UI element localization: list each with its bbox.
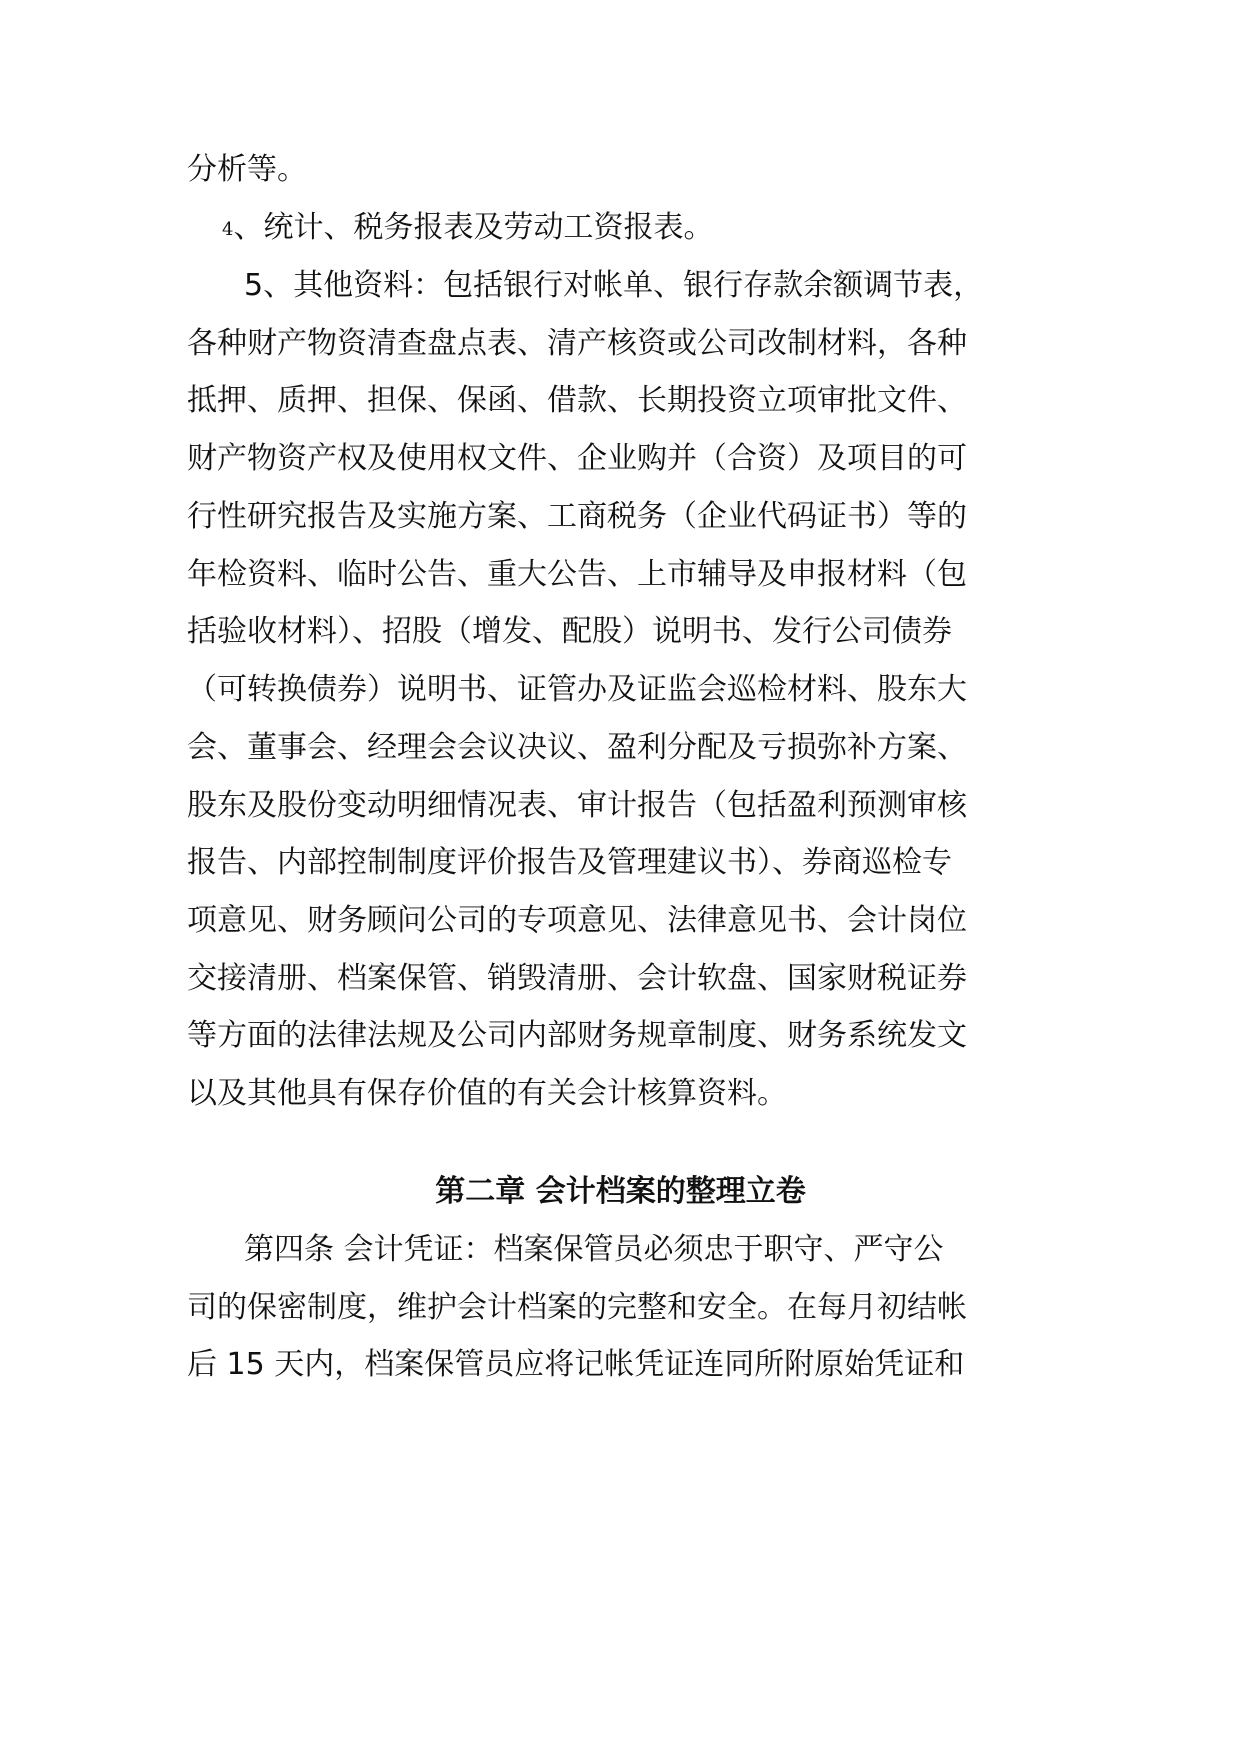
paragraph-line: 年检资料、临时公告、重大公告、上市辅导及申报材料（包 bbox=[187, 557, 967, 592]
paragraph-line: 股东及股份变动明细情况表、审计报告（包括盈利预测审核 bbox=[187, 788, 967, 823]
list-item-text: 、统计、税务报表及劳动工资报表。 bbox=[233, 210, 714, 245]
list-item-number: 4 bbox=[222, 219, 234, 240]
paragraph-line: 交接清册、档案保管、销毁清册、会计软盘、国家财税证券 bbox=[187, 961, 967, 996]
paragraph-line: 抵押、质押、担保、保函、借款、长期投资立项审批文件、 bbox=[187, 383, 967, 418]
paragraph-line: 司的保密制度，维护会计档案的完整和安全。在每月初结帐 bbox=[187, 1290, 967, 1325]
article-4-line: 第四条 会计凭证：档案保管员必须忠于职守、严守公 bbox=[244, 1232, 944, 1267]
list-item-4 bbox=[222, 208, 713, 248]
paragraph-line: 项意见、财务顾问公司的专项意见、法律意见书、会计岗位 bbox=[187, 903, 967, 938]
paragraph-line: 报告、内部控制制度评价报告及管理建议书）、券商巡检专 bbox=[187, 845, 952, 880]
paragraph-line: 会、董事会、经理会会议决议、盈利分配及亏损弥补方案、 bbox=[187, 730, 967, 765]
paragraph-line: 财产物资产权及使用权文件、企业购并（合资）及项目的可 bbox=[187, 441, 967, 476]
paragraph-line: 分析等。 bbox=[187, 152, 307, 187]
paragraph-line: 等方面的法律法规及公司内部财务规章制度、财务系统发文 bbox=[187, 1018, 967, 1053]
paragraph-line: 括验收材料）、招股（增发、配股）说明书、发行公司债券 bbox=[187, 614, 952, 649]
list-item-5-line: 5、其他资料：包括银行对帐单、银行存款余额调节表， bbox=[244, 268, 984, 303]
paragraph-line: 各种财产物资清查盘点表、清产核资或公司改制材料，各种 bbox=[187, 326, 967, 361]
chapter-heading: 第二章 会计档案的整理立卷 bbox=[435, 1174, 806, 1209]
paragraph-line: 以及其他具有保存价值的有关会计核算资料。 bbox=[187, 1076, 787, 1111]
paragraph-line: 后 15 天内，档案保管员应将记帐凭证连同所附原始凭证和 bbox=[187, 1347, 965, 1382]
paragraph-line: （可转换债券）说明书、证管办及证监会巡检材料、股东大 bbox=[187, 672, 967, 707]
paragraph-line: 行性研究报告及实施方案、工商税务（企业代码证书）等的 bbox=[187, 499, 967, 534]
